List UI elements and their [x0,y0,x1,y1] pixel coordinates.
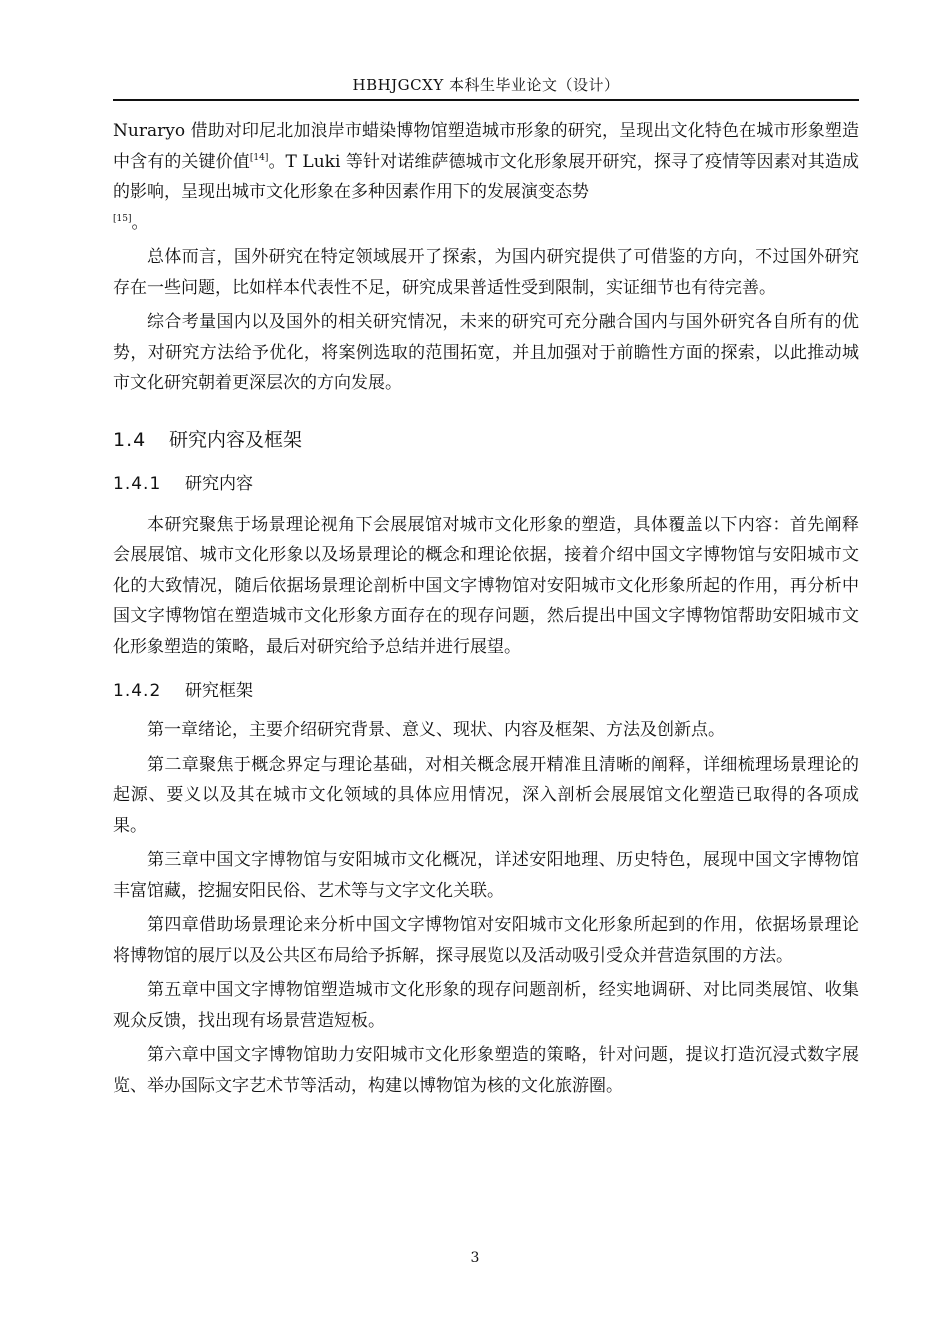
paragraph-text: Nuraryo 借助对印尼北加浪岸市蜡染博物馆塑造城市形象的研究，呈现出文化特色在城市形象塑造中含有的关键价值 [113,121,859,172]
citation-ref-14: [14] [249,152,269,163]
section-title: 研究内容及框架 [169,428,303,451]
paragraph-research-content: 本研究聚焦于场景理论视角下会展展馆对城市文化形象的塑造，具体覆盖以下内容：首先阐释会展展馆、城市文化形象以及场景理论的概念和理论依据，接着介绍中国文字博物馆与安阳城市文化的大致情况，随后依据场景理论剖析中国文字博物馆对安阳城市文化形象所起的作用，再分析中国文字博物馆在塑造城市文化形象方面存在的现存问题，然后提出中国文字博物馆帮助安阳城市文化形象塑造的策略，最后对研究给予总结并进行展望。 [113,514,859,657]
paragraph-foreign-studies [113,116,859,238]
chapter-paragraph-1: 第一章绪论，主要介绍研究背景、意义、现状、内容及框架、方法及创新点。 [147,720,725,740]
citation-ref-15: [15] [113,213,132,224]
section-heading-1-4 [113,425,859,455]
section-title: 研究内容 [185,473,253,494]
page-header: HBHJGCXY 本科生毕业论文（设计） [352,76,620,94]
section-number: 1.4.2 [113,681,162,701]
paragraph-summary: 总体而言，国外研究在特定领域展开了探索，为国内研究提供了可借鉴的方向，不过国外研究存在一些问题，比如样本代表性不足，研究成果普适性受到限制，实证细节也有待完善。 [113,247,859,298]
section-number: 1.4 [113,428,147,451]
chapter-paragraph-2: 第二章聚焦于概念界定与理论基础，对相关概念展开精准且清晰的阐释，详细梳理场景理论的起源、要义以及其在城市文化领域的具体应用情况，深入剖析会展展馆文化塑造已取得的各项成果。 [113,754,859,836]
chapter-paragraph-4: 第四章借助场景理论来分析中国文字博物馆对安阳城市文化形象所起到的作用，依据场景理论将博物馆的展厅以及公共区布局给予拆解，探寻展览以及活动吸引受众并营造氛围的方法。 [113,915,859,966]
chapter-paragraph-3: 第三章中国文字博物馆与安阳城市文化概况，详述安阳地理、历史特色，展现中国文字博物馆丰富馆藏，挖掘安阳民俗、艺术等与文字文化关联。 [113,850,859,901]
paragraph-outlook: 综合考量国内以及国外的相关研究情况，未来的研究可充分融合国内与国外研究各自所有的优势，对研究方法给予优化，将案例选取的范围拓宽，并且加强对于前瞻性方面的探索，以此推动城市文化研究朝着更深层次的方向发展。 [113,312,859,393]
section-number: 1.4.1 [113,473,162,494]
section-heading-1-4-1 [113,469,859,499]
section-title: 研究框架 [185,681,253,701]
chapter-paragraph-5: 第五章中国文字博物馆塑造城市文化形象的现存问题剖析，经实地调研、对比同类展馆、收集观众反馈，找出现有场景营造短板。 [113,980,859,1031]
header-rule [113,99,859,101]
body-text [113,116,859,1101]
page-number: 3 [470,1250,480,1266]
paragraph-text: 。 [131,212,149,233]
section-heading-1-4-2 [113,676,859,706]
chapter-paragraph-6: 第六章中国文字博物馆助力安阳城市文化形象塑造的策略，针对问题，提议打造沉浸式数字展览、举办国际文字艺术节等活动，构建以博物馆为核的文化旅游圈。 [113,1045,859,1096]
paragraph-text: 。T Luki 等针对诺维萨德城市文化形象展开研究，探寻了疫情等因素对其造成的影响，呈现出城市文化形象在多种因素作用下的发展演变态势 [113,151,859,202]
